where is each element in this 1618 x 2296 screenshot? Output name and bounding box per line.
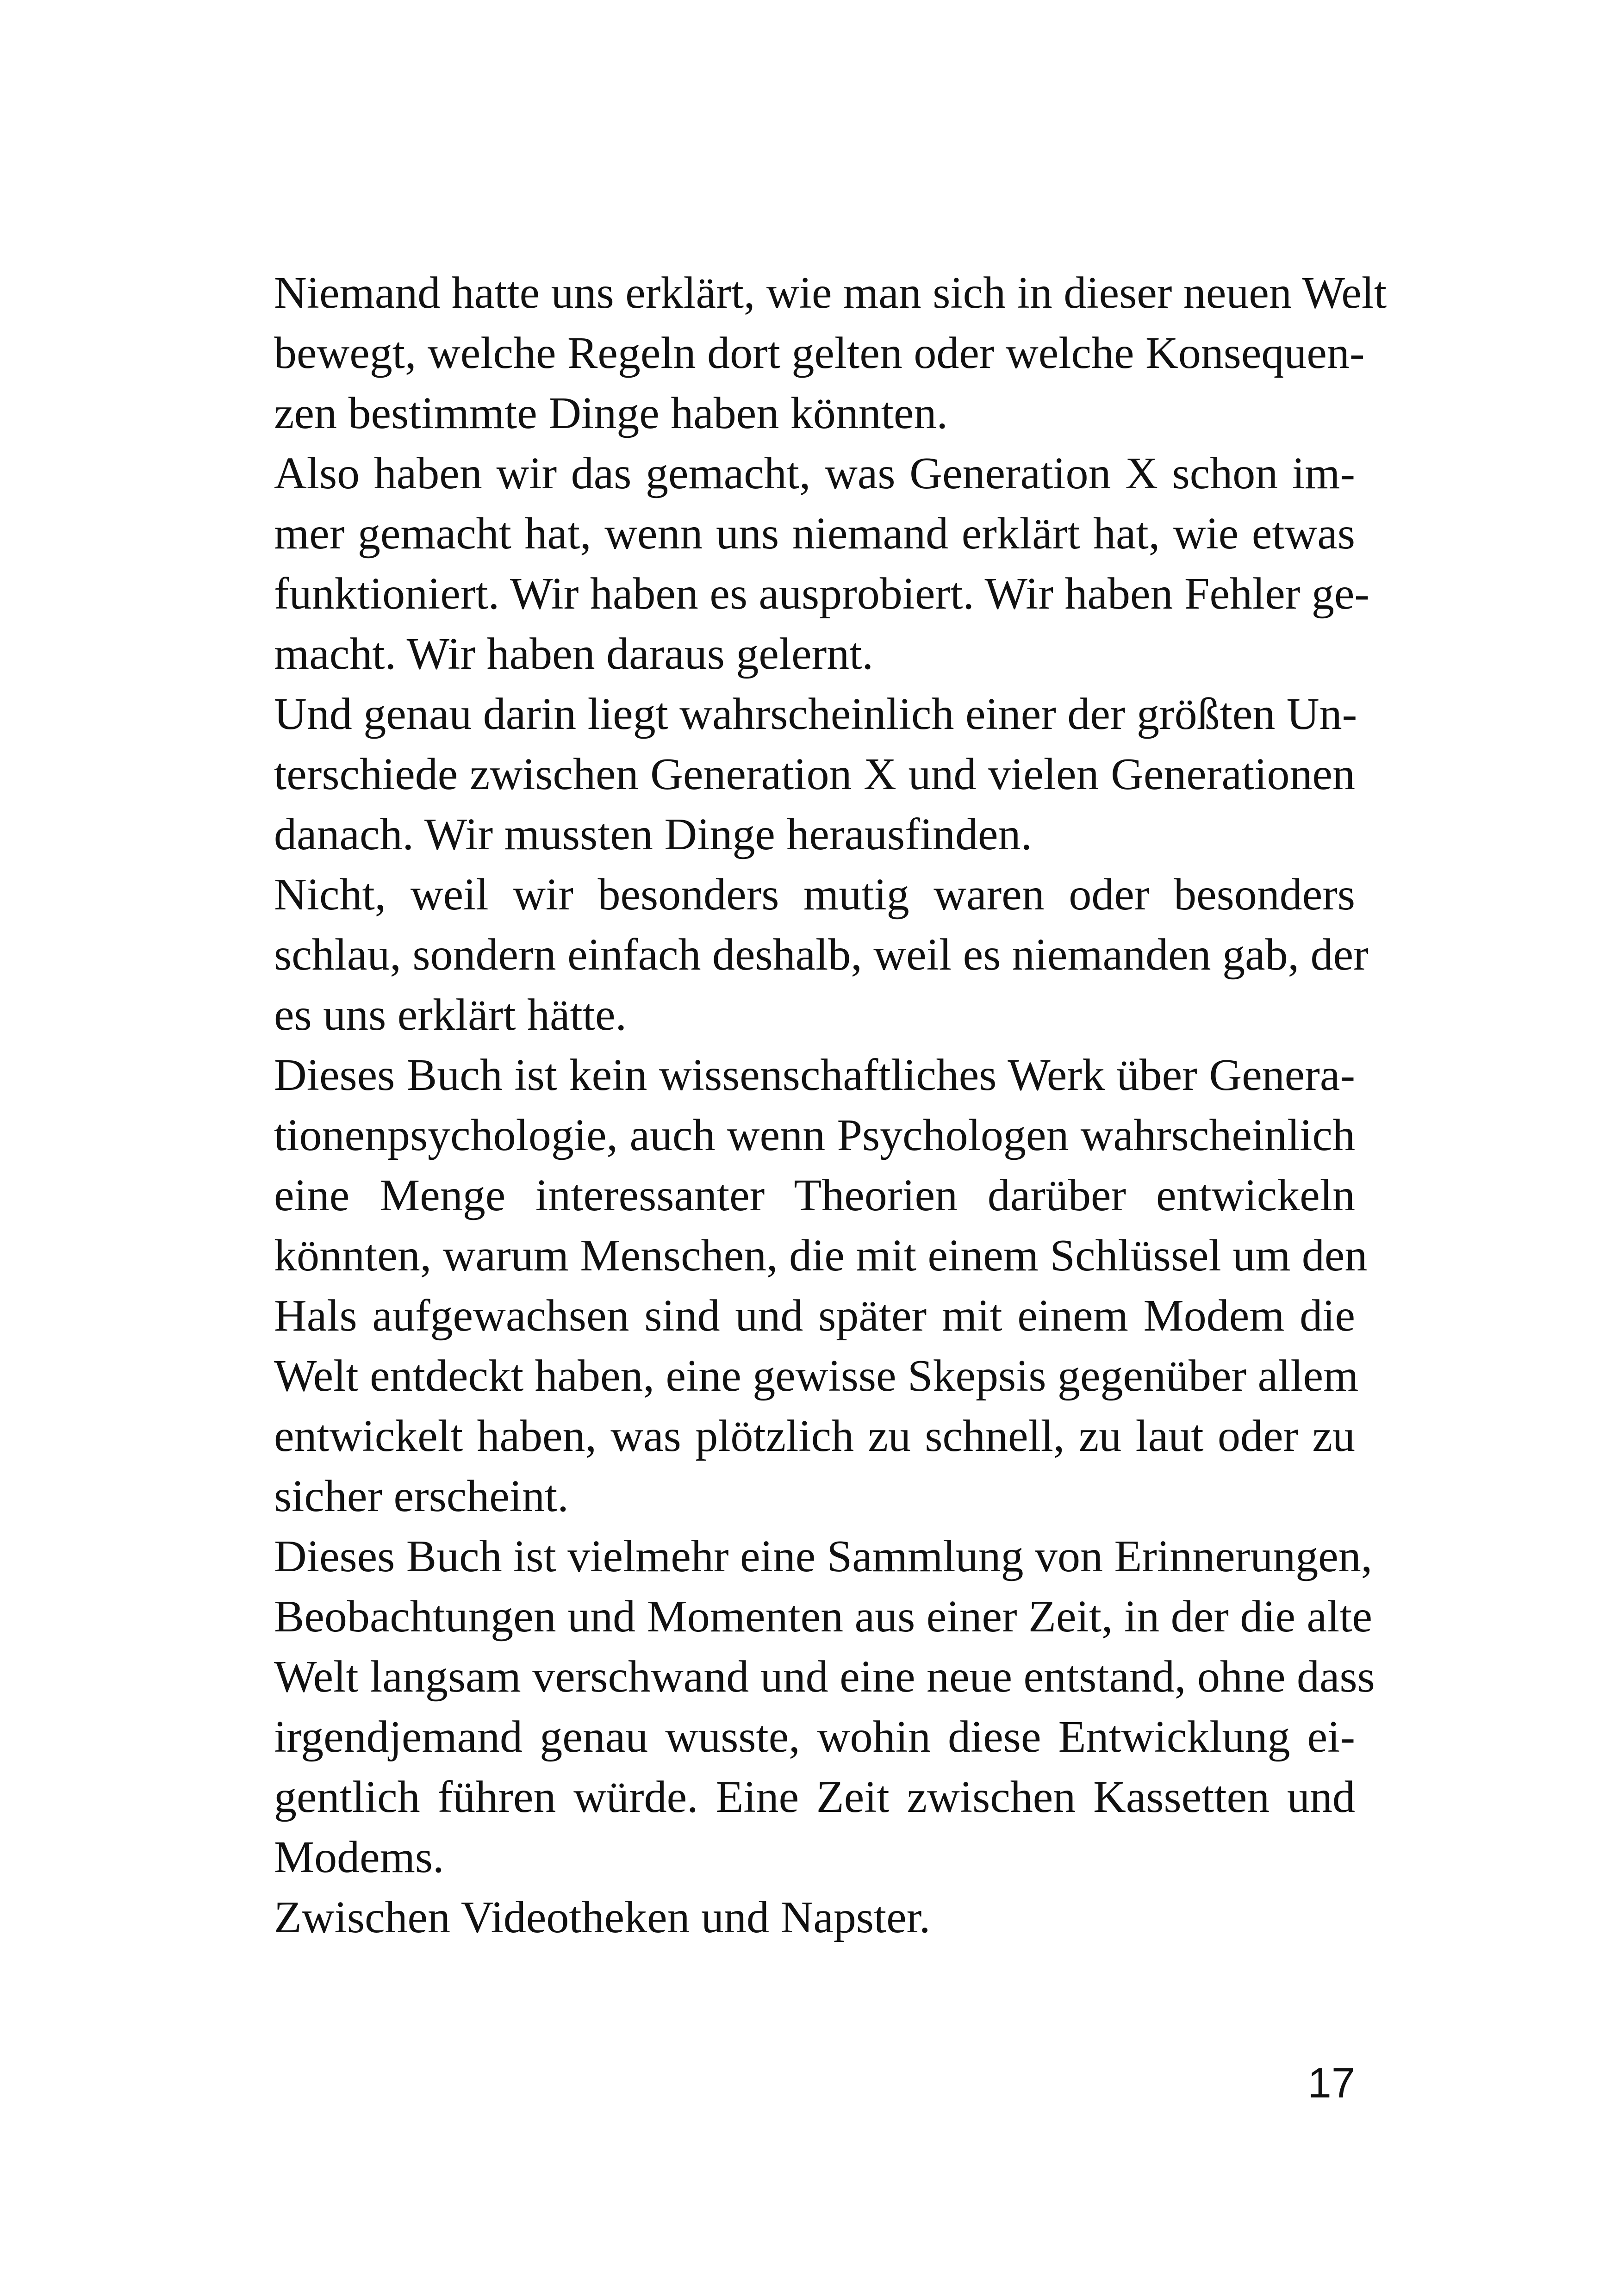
text-line: Zwischen Videotheken und Napster. (274, 1892, 931, 1942)
text-line: entwickelt haben, was plötzlich zu schnell, zu laut oder zu (274, 1411, 1355, 1461)
page-number: 17 (1307, 2060, 1355, 2107)
text-line: zen bestimmte Dinge haben könnten. (274, 388, 948, 438)
body-text (274, 263, 1387, 1948)
text-line: Modems. (274, 1832, 444, 1882)
text-line: funktioniert. Wir haben es ausprobiert. Wir haben Fehler ge- (274, 569, 1369, 619)
text-line: irgendjemand genau wusste, wohin diese Entwicklung ei- (274, 1712, 1355, 1762)
text-line: Beobachtungen und Momenten aus einer Zeit, in der die alte (274, 1592, 1373, 1642)
text-line: danach. Wir mussten Dinge herausfinden. (274, 809, 1033, 859)
text-line: Welt langsam verschwand und eine neue entstand, ohne dass (274, 1652, 1375, 1702)
text-line: Also haben wir das gemacht, was Generation X schon im- (274, 448, 1355, 498)
text-line: bewegt, welche Regeln dort gelten oder welche Konsequen- (274, 328, 1365, 378)
text-line: macht. Wir haben daraus gelernt. (274, 629, 873, 679)
text-line: tionenpsychologie, auch wenn Psychologen wahrscheinlich (274, 1110, 1355, 1160)
text-line: Und genau darin liegt wahrscheinlich einer der größten Un- (274, 689, 1357, 739)
text-line: eine Menge interessanter Theorien darüber entwickeln (274, 1170, 1355, 1220)
text-line: Niemand hatte uns erklärt, wie man sich in dieser neuen Welt (274, 268, 1387, 318)
text-line: Dieses Buch ist vielmehr eine Sammlung von Erinnerungen, (274, 1531, 1373, 1581)
text-line: Welt entdeckt haben, eine gewisse Skepsis gegenüber allem (274, 1351, 1359, 1401)
text-line: sicher erscheint. (274, 1471, 569, 1521)
text-line: Dieses Buch ist kein wissenschaftliches Werk über Genera- (274, 1050, 1355, 1100)
text-line: könnten, warum Menschen, die mit einem Schlüssel um den (274, 1231, 1368, 1281)
text-line: mer gemacht hat, wenn uns niemand erklärt hat, wie etwas (274, 509, 1355, 559)
text-line: terschiede zwischen Generation X und vielen Generationen (274, 749, 1355, 799)
text-line: gentlich führen würde. Eine Zeit zwischen Kassetten und (274, 1772, 1355, 1822)
text-line: es uns erklärt hätte. (274, 990, 627, 1040)
text-line: Nicht, weil wir besonders mutig waren oder besonders (274, 870, 1355, 920)
text-line: schlau, sondern einfach deshalb, weil es niemanden gab, der (274, 930, 1369, 980)
text-line: Hals aufgewachsen sind und später mit einem Modem die (274, 1291, 1355, 1341)
